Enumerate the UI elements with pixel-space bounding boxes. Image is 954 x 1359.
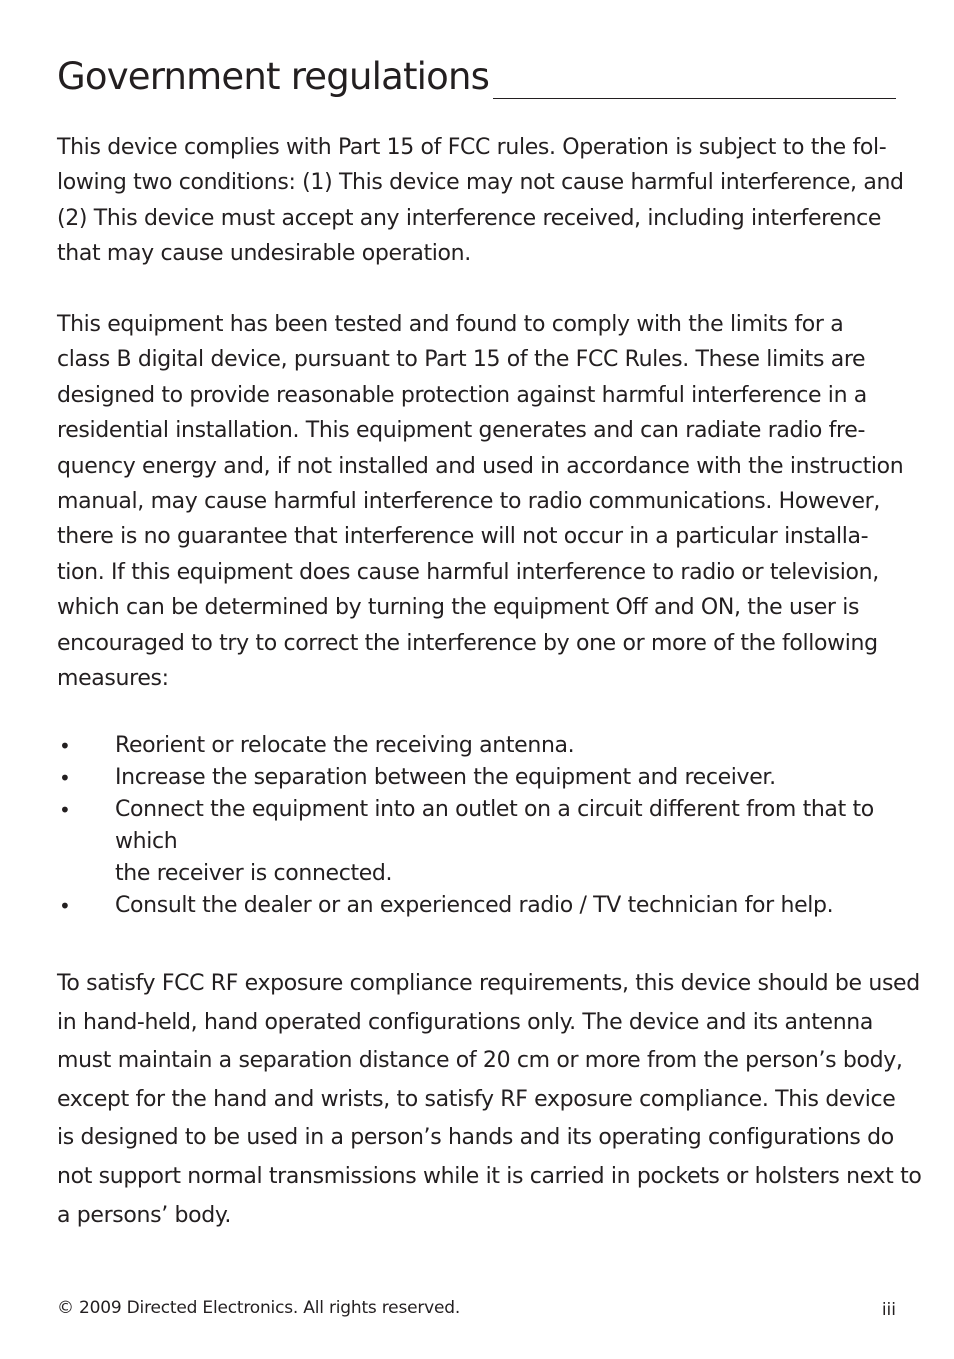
text-line: is designed to be used in a person’s hands and its operating configurations do — [57, 1125, 894, 1151]
paragraph-class-b-statement — [57, 307, 903, 696]
list-item-text: the receiver is connected. — [115, 861, 393, 886]
text-line: in hand-held, hand operated configurations only. The device and its antenna — [57, 1009, 874, 1035]
measures-list — [57, 730, 874, 922]
text-line: that may cause undesirable operation. — [57, 241, 471, 267]
list-item — [57, 794, 874, 890]
page-title: Government regulations — [57, 54, 493, 100]
text-line: To satisfy FCC RF exposure compliance requirements, this device should be used — [57, 971, 920, 996]
bullet-icon: • — [59, 734, 71, 758]
text-line: which can be determined by turning the equipment Off and ON, the user is — [57, 595, 860, 621]
footer-copyright: © 2009 Directed Electronics. All rights reserved. — [57, 1298, 461, 1318]
text-line: This equipment has been tested and found to comply with the limits for a — [57, 312, 844, 337]
text-line: lowing two conditions: (1) This device may not cause harmful interference, and — [57, 170, 904, 196]
list-item-text: Increase the separation between the equipment and receiver. — [115, 765, 776, 790]
bullet-icon: • — [59, 894, 71, 918]
text-line: (2) This device must accept any interference received, including interference — [57, 205, 882, 231]
list-item-text: Consult the dealer or an experienced radio / TV technician for help. — [115, 893, 834, 918]
list-item — [57, 730, 874, 762]
text-line: class B digital device, pursuant to Part 15 of the FCC Rules. These limits are — [57, 347, 866, 373]
list-item-text: Connect the equipment into an outlet on a circuit different from that to — [115, 797, 874, 822]
text-line: measures: — [57, 666, 169, 692]
bullet-icon: • — [59, 766, 71, 790]
text-line: must maintain a separation distance of 20 cm or more from the person’s body, — [57, 1048, 903, 1074]
list-item — [57, 762, 874, 794]
bullet-icon: • — [59, 798, 71, 822]
text-line: not support normal transmissions while it is carried in pockets or holsters next to — [57, 1163, 922, 1189]
list-item-text: which — [115, 829, 178, 854]
paragraph-fcc-compliance — [57, 130, 904, 272]
text-line: a persons’ body. — [57, 1202, 231, 1228]
text-line: tion. If this equipment does cause harmful interference to radio or television, — [57, 559, 879, 585]
text-line: designed to provide reasonable protection against harmful interference in a — [57, 382, 867, 408]
list-item-text: Reorient or relocate the receiving antenna. — [115, 733, 575, 758]
heading-row — [57, 52, 896, 99]
page-number: iii — [881, 1300, 896, 1320]
paragraph-rf-exposure — [57, 965, 921, 1235]
text-line: manual, may cause harmful interference to radio communications. However, — [57, 489, 880, 515]
text-line: except for the hand and wrists, to satisfy RF exposure compliance. This device — [57, 1086, 896, 1112]
text-line: residential installation. This equipment generates and can radiate radio fre- — [57, 418, 866, 444]
text-line: This device complies with Part 15 of FCC rules. Operation is subject to the fol- — [57, 135, 887, 160]
list-item — [57, 890, 874, 922]
text-line: encouraged to try to correct the interference by one or more of the following — [57, 630, 878, 656]
text-line: quency energy and, if not installed and used in accordance with the instruction — [57, 453, 904, 479]
text-line: there is no guarantee that interference will not occur in a particular installa- — [57, 524, 869, 550]
